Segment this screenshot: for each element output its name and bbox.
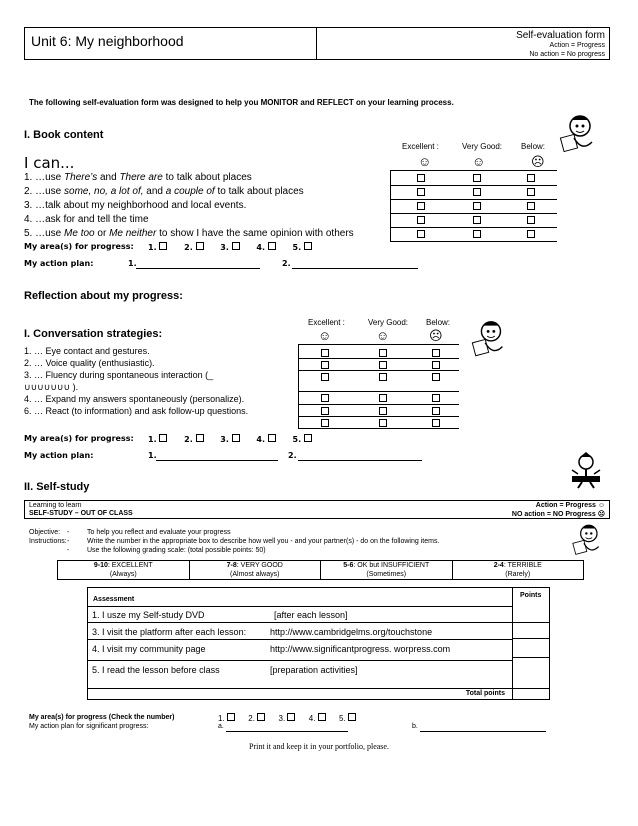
book-item: 2. …use some, no, a lot of, and a couple of to talk about places: [24, 186, 304, 197]
area-number: 3.: [220, 243, 229, 252]
row-divider: [299, 391, 459, 392]
rating-checkbox[interactable]: [321, 394, 329, 402]
area-checkbox[interactable]: [257, 713, 265, 721]
header-box: [24, 27, 610, 60]
rating-checkbox[interactable]: [527, 188, 535, 196]
no-action-legend: No action = No progress: [529, 51, 605, 58]
student-cartoon-icon: [470, 318, 510, 360]
assessment-detail: [preparation activities]: [270, 665, 358, 675]
rating-checkbox[interactable]: [321, 349, 329, 357]
plan-line-1[interactable]: [156, 451, 278, 461]
row-divider: [299, 404, 459, 405]
book-item: 1. …use There’s and There are to talk about places: [24, 172, 252, 183]
plan-line-2[interactable]: [298, 451, 422, 461]
rating-checkbox[interactable]: [473, 216, 481, 224]
row-divider: [391, 227, 557, 228]
rating-checkbox[interactable]: [432, 407, 440, 415]
area-checkbox[interactable]: [268, 434, 276, 442]
conv-item: 6. … React (to information) and ask follow-up questions.: [24, 406, 249, 416]
area-number: 5.: [339, 714, 346, 723]
book-heading: I. Book content: [24, 129, 104, 141]
col-very-good: Very Good:: [368, 318, 409, 327]
rating-checkbox[interactable]: [321, 419, 329, 427]
area-checkbox[interactable]: [348, 713, 356, 721]
plan-number: 2.: [288, 451, 297, 460]
area-number: 5.: [292, 435, 302, 444]
rating-checkbox[interactable]: [379, 419, 387, 427]
row-divider: [88, 622, 512, 623]
ss-areas-label: My area(s) for progress (Check the number): [29, 714, 175, 721]
smile-icon: ☺: [597, 502, 605, 509]
rating-checkbox[interactable]: [379, 361, 387, 369]
book-areas: [24, 242, 302, 252]
rating-checkbox[interactable]: [527, 174, 535, 182]
area-checkbox[interactable]: [196, 434, 204, 442]
row-divider: [299, 416, 459, 417]
assessment-detail: http://www.significantprogress. worpress.com: [270, 644, 451, 654]
points-label: Points: [520, 592, 542, 599]
row-divider: [88, 660, 512, 661]
area-number: 4.: [308, 714, 316, 723]
book-item: 3. …talk about my neighborhood and local events.: [24, 200, 247, 211]
col-below: Below:: [521, 142, 546, 151]
assessment-detail: [after each lesson]: [274, 610, 348, 620]
assessment-item: 4. I visit my community page: [92, 644, 206, 654]
plan-b-line[interactable]: [420, 722, 546, 732]
selfstudy-banner: [24, 500, 610, 519]
rating-checkbox[interactable]: [321, 407, 329, 415]
noaction-progress: NO action = NO Progress ☹: [511, 511, 605, 518]
conv-item: 2. … Voice quality (enthusiastic).: [24, 358, 155, 368]
frown-icon: ☹: [597, 511, 605, 518]
scale-terrible: 2-4: TERRIBLE (Rarely): [493, 562, 542, 578]
conv-item: 3. … Fluency during spontaneous interaction (_: [24, 370, 214, 380]
outclass-label: SELF-STUDY – OUT OF CLASS: [29, 510, 133, 517]
row-divider: [391, 199, 557, 200]
book-rating-table: [390, 142, 556, 240]
col-excellent: Excellent :: [308, 318, 345, 327]
smile-icon: ☺: [472, 154, 486, 169]
plan-label: My action plan:: [24, 451, 94, 460]
points-input[interactable]: [512, 622, 550, 639]
rating-checkbox[interactable]: [321, 373, 329, 381]
rating-checkbox[interactable]: [417, 216, 425, 224]
row-divider: [299, 358, 459, 359]
area-checkbox[interactable]: [232, 434, 240, 442]
selfstudy-heading: II. Self-study: [24, 481, 90, 493]
rating-checkbox[interactable]: [432, 361, 440, 369]
rating-checkbox[interactable]: [473, 202, 481, 210]
area-checkbox[interactable]: [318, 713, 326, 721]
conv-plan: [24, 451, 444, 460]
area-checkbox[interactable]: [159, 242, 167, 250]
scale-excellent: 9-10: EXCELLENT (Always): [58, 561, 190, 579]
rating-checkbox[interactable]: [527, 230, 535, 238]
area-checkbox[interactable]: [287, 713, 295, 721]
total-label: Total points: [465, 690, 505, 697]
area-number: 1.: [148, 435, 157, 444]
conv-items: [24, 345, 300, 417]
area-checkbox[interactable]: [304, 434, 312, 442]
plan-number: 1.: [128, 259, 137, 268]
rating-checkbox[interactable]: [321, 361, 329, 369]
area-number: 5.: [292, 243, 302, 252]
frown-icon: ☹: [531, 154, 545, 169]
plan-a-line[interactable]: [226, 722, 348, 732]
area-number: 1.: [148, 243, 157, 252]
smile-icon: ☺: [376, 328, 390, 343]
points-input[interactable]: [512, 606, 550, 623]
ican-label: I can...: [24, 154, 75, 172]
smile-icon: ☺: [318, 328, 332, 343]
rating-checkbox[interactable]: [432, 419, 440, 427]
scale-ok: 5-6: OK but INSUFFICIENT (Sometimes): [321, 561, 453, 579]
total-points-input[interactable]: [512, 689, 551, 699]
book-plan: [24, 259, 444, 268]
form-title: Self-evaluation form: [516, 30, 605, 41]
area-number: 2.: [184, 243, 193, 252]
assessment-label: Assessment: [93, 596, 135, 603]
plan-a-label: a.: [218, 723, 224, 730]
student-cartoon-icon: [570, 522, 606, 558]
conv-heading: I. Conversation strategies:: [24, 328, 163, 340]
total-row: [87, 689, 550, 700]
area-checkbox[interactable]: [227, 713, 235, 721]
conv-areas: [24, 434, 302, 444]
rating-checkbox[interactable]: [417, 188, 425, 196]
area-number: 4.: [256, 243, 265, 252]
rating-checkbox[interactable]: [379, 407, 387, 415]
rating-checkbox[interactable]: [417, 174, 425, 182]
student-cartoon-icon: [558, 112, 600, 156]
area-checkbox[interactable]: [159, 434, 167, 442]
action-legend: Action = Progress: [549, 42, 605, 49]
row-divider: [88, 606, 512, 607]
grading-scale: [57, 560, 584, 580]
conv-rating-grid: [298, 344, 459, 429]
row-divider: [299, 370, 459, 371]
rating-checkbox[interactable]: [527, 202, 535, 210]
col-below: Below:: [426, 318, 451, 327]
assessment-item: 5. I read the lesson before class: [92, 665, 220, 675]
conv-item: 1. … Eye contact and gestures.: [24, 346, 150, 356]
footer-note: Print it and keep it in your portfolio, please.: [249, 742, 389, 751]
area-number: 2.: [248, 714, 255, 723]
smile-icon: ☺: [418, 154, 432, 169]
plan-b-label: b.: [412, 723, 418, 730]
title-cell: [25, 28, 317, 59]
area-number: 3.: [278, 714, 286, 723]
conv-item: ∪∪∪∪∪∪∪ ).: [24, 382, 79, 392]
plan-number: 2.: [282, 259, 291, 268]
plan-line-2[interactable]: [292, 259, 418, 269]
intro-text: The following self-evaluation form was designed to help you MONITOR and REFLECT on your learning process.: [29, 98, 454, 107]
instruction-2: Use the following grading scale: (total possible points: 50): [87, 547, 266, 554]
objective-text: To help you reflect and evaluate your progress: [87, 529, 231, 536]
rating-checkbox[interactable]: [417, 230, 425, 238]
area-number: 2.: [184, 435, 193, 444]
rating-checkbox[interactable]: [379, 373, 387, 381]
frown-icon: ☹: [429, 328, 443, 343]
instructions-label: Instructions:: [29, 538, 67, 545]
assessment-table: [87, 587, 550, 689]
rating-checkbox[interactable]: [473, 174, 481, 182]
instruction-1: Write the number in the appropriate box to describe how well you - and your partner(s) - do on the following items.: [87, 538, 440, 545]
assessment-item: 3. I visit the platform after each lesson:: [92, 627, 247, 637]
area-checkbox[interactable]: [268, 242, 276, 250]
area-number: 4.: [256, 435, 265, 444]
row-divider: [391, 185, 557, 186]
rating-checkbox[interactable]: [417, 202, 425, 210]
areas-label: My area(s) for progress:: [24, 434, 134, 443]
row-divider: [88, 639, 512, 640]
col-very-good: Very Good:: [462, 142, 503, 151]
objective-block: Objective: - To help you reflect and evaluate your progress Instructions:- Write the number in the appropriate box to describe how well you - and your partner(s) - do on the following items. - Use the following grading scale: (total possible points: 50): [29, 529, 440, 554]
plan-line-1[interactable]: [136, 259, 260, 269]
area-number: 3.: [220, 435, 229, 444]
conv-rating-table: [298, 318, 458, 428]
scale-very-good: 7-8: VERY GOOD (Almost always): [190, 561, 322, 579]
area-checkbox[interactable]: [196, 242, 204, 250]
learning-label: Learning to learn: [29, 502, 82, 509]
rating-checkbox[interactable]: [527, 216, 535, 224]
col-excellent: Excellent :: [402, 142, 439, 151]
row-divider: [391, 213, 557, 214]
rating-checkbox[interactable]: [432, 349, 440, 357]
book-item: 4. …ask for and tell the time: [24, 214, 149, 225]
assessment-detail: http://www.cambridgelms.org/touchstone: [270, 627, 433, 637]
rating-checkbox[interactable]: [473, 188, 481, 196]
rating-checkbox[interactable]: [432, 373, 440, 381]
assessment-item: 1. I usze my Self-study DVD: [92, 610, 205, 620]
areas-label: My area(s) for progress:: [24, 242, 134, 251]
action-progress: Action = Progress ☺: [535, 502, 605, 509]
rating-checkbox[interactable]: [379, 349, 387, 357]
area-checkbox[interactable]: [232, 242, 240, 250]
book-rating-grid: [390, 170, 557, 242]
rating-checkbox[interactable]: [379, 394, 387, 402]
student-studying-icon: [566, 452, 606, 494]
plan-label: My action plan:: [24, 259, 94, 268]
conv-item: 4. … Expand my answers spontaneously (personalize).: [24, 394, 245, 404]
book-item: 5. …use Me too or Me neither to show I have the same opinion with others: [24, 228, 354, 239]
ss-plan-label: My action plan for significant progress:: [29, 723, 149, 730]
plan-number: 1.: [148, 451, 157, 460]
points-input[interactable]: [512, 639, 550, 658]
objective-label: Objective:: [29, 529, 61, 536]
area-number: 1.: [218, 714, 225, 723]
unit-title: Unit 6: My neighborhood: [31, 33, 184, 49]
book-items: [24, 171, 394, 241]
reflection-heading: Reflection about my progress:: [24, 290, 183, 302]
rating-checkbox[interactable]: [432, 394, 440, 402]
rating-checkbox[interactable]: [473, 230, 481, 238]
points-input[interactable]: [512, 657, 550, 674]
area-checkbox[interactable]: [304, 242, 312, 250]
